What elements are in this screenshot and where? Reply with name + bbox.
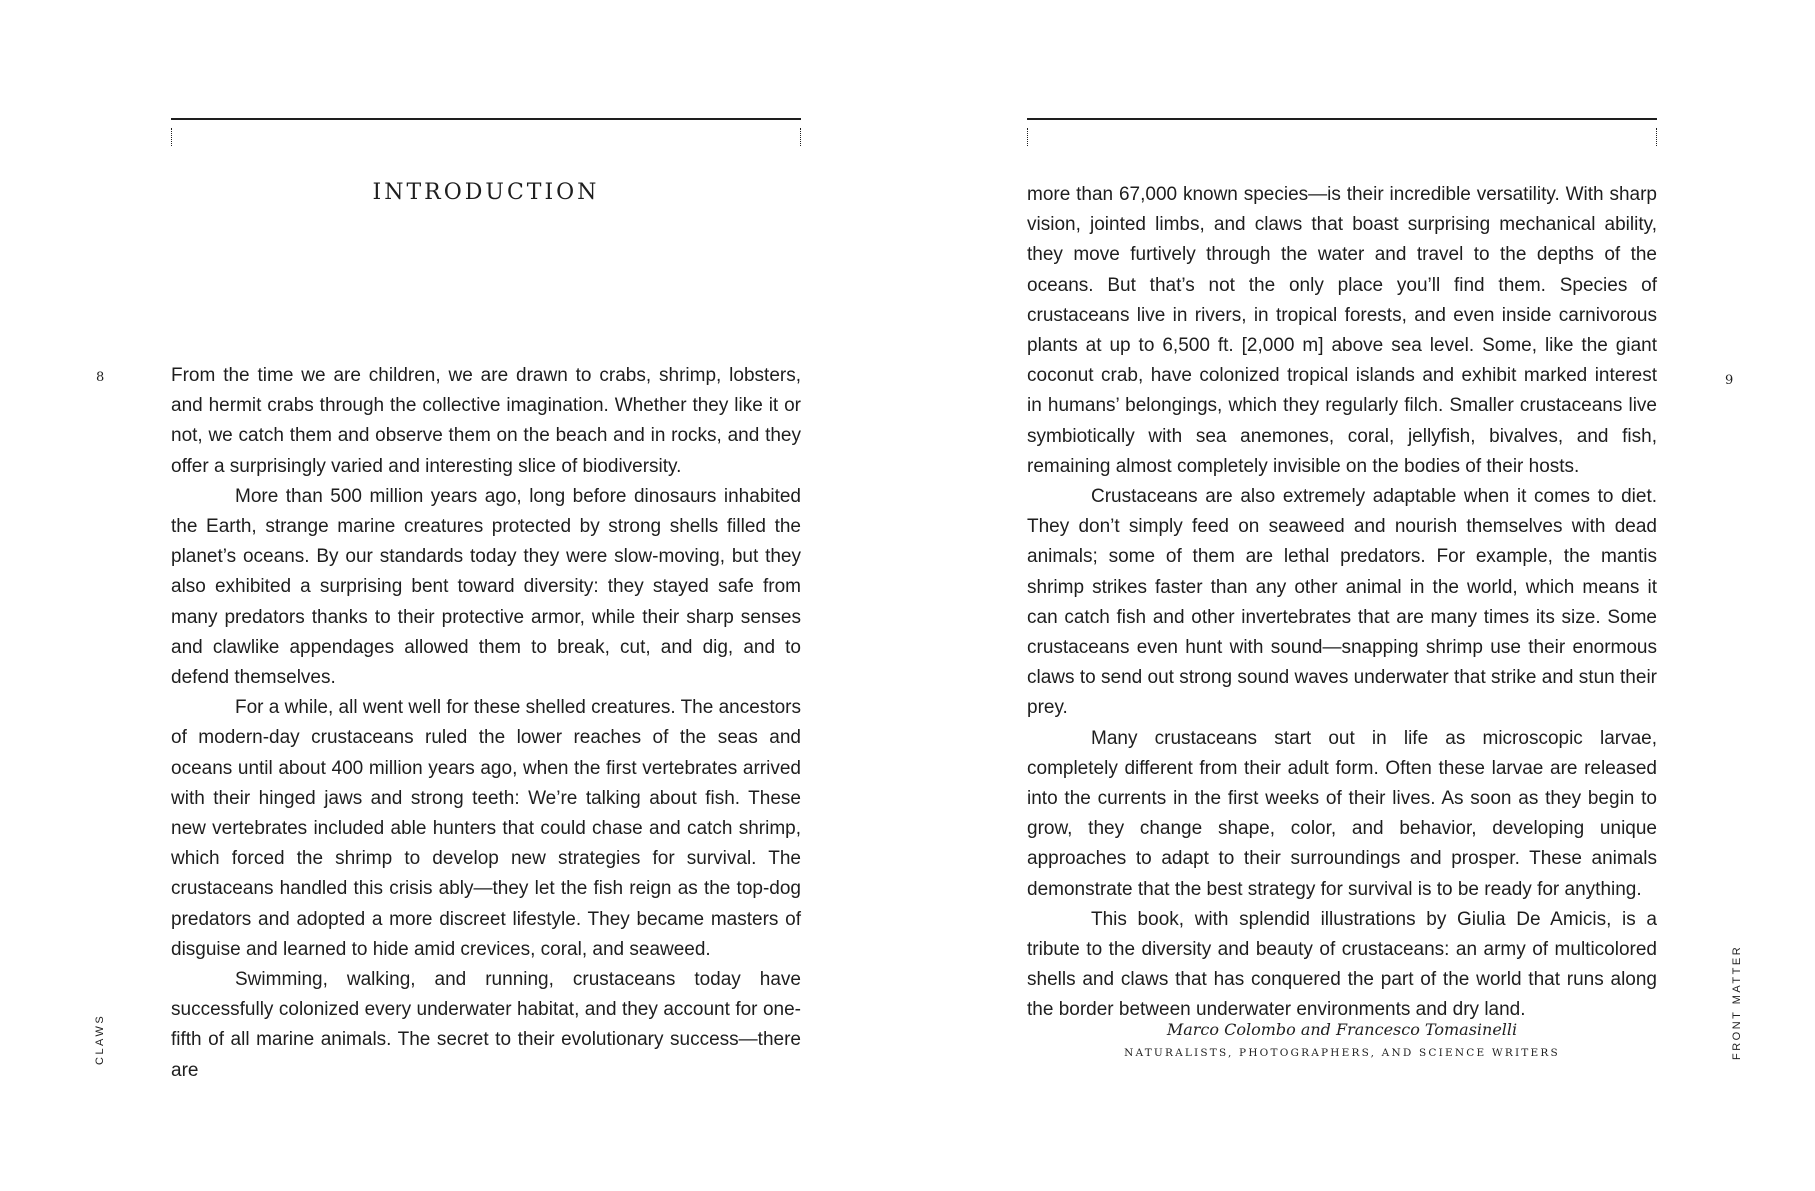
running-head: CLAWS: [94, 1013, 106, 1065]
paragraph: more than 67,000 known species—is their incredible versatility. With sharp vision, jointed limbs, and claws that boast surprising mechanical ability, they move furtively through the water and travel to the depths of the oceans. But that’s not the only place you’ll find them. Species of crustaceans live in rivers, in tropical forests, and even inside carnivorous plants at up to 6,500 ft. [2,000 m] above sea level. Some, like the giant coconut crab, have colonized tropical islands and exhibit marked interest in humans’ belongings, which they regularly filch. Smaller crustaceans live symbiotically with sea anemones, coral, jellyfish, bivalves, and fish, remaining almost completely invisible on the bodies of their hosts.: [1027, 184, 1657, 477]
body-text: [1027, 180, 1657, 1026]
right-page: [907, 0, 1815, 1191]
author-signature: [1027, 1020, 1657, 1059]
chapter-title: INTRODUCTION: [372, 180, 600, 205]
paragraph: For a while, all went well for these shelled creatures. The ancestors of modern-day crustaceans ruled the lower reaches of the seas and oceans until about 400 million years ago, when the first vertebrates arrived with their hinged jaws and strong teeth: We’re talking about fish. These new vertebrates included able hunters that could chase and catch shrimp, which forced the shrimp to develop new strategies for survival. The crustaceans handled this crisis ably—they let the fish reign as the top-dog predators and adopted a more discreet lifestyle. They became masters of disguise and learned to hide amid crevices, coral, and seaweed.: [171, 697, 801, 960]
author-title: NATURALISTS, PHOTOGRAPHERS, AND SCIENCE WRITERS: [1124, 1047, 1560, 1059]
running-head: FRONT MATTER: [1731, 944, 1743, 1060]
header-rule: [1027, 118, 1657, 152]
header-rule: [171, 118, 801, 152]
paragraph: More than 500 million years ago, long before dinosaurs inhabited the Earth, strange marine creatures protected by strong shells filled the planet’s oceans. By our standards today they were slow-moving, but they also exhibited a surprising bent toward diversity: they stayed safe from many predators thanks to their protective armor, while their sharp senses and clawlike appendages allowed them to break, cut, and dig, and to defend themselves.: [171, 485, 801, 689]
paragraph: From the time we are children, we are drawn to crabs, shrimp, lobsters, and hermit crabs through the collective imagination. Whether they like it or not, we catch them and observe them on the beach and in rocks, and they offer a surprisingly varied and interesting slice of biodiversity.: [171, 365, 801, 477]
body-text: [171, 361, 801, 1086]
paragraph: Crustaceans are also extremely adaptable when it comes to diet. They don’t simply feed on seaweed and nourish themselves with dead animals; some of them are lethal predators. For example, the mantis shrimp strikes faster than any other animal in the world, which means it can catch fish and other invertebrates that are many times its size. Some crustaceans even hunt with sound—snapping shrimp use their enormous claws to send out strong sound waves underwater that strike and stun their prey.: [1027, 486, 1657, 719]
page-number: 8: [96, 370, 105, 385]
page-number: 9: [1725, 373, 1734, 388]
paragraph: Many crustaceans start out in life as microscopic larvae, completely different from their adult form. Often these larvae are released into the currents in the first weeks of their lives. As soon as they begin to grow, they change shape, color, and behavior, developing unique approaches to adapt to their surroundings and prosper. These animals demonstrate that the best strategy for survival is to be ready for anything.: [1027, 727, 1657, 900]
paragraph: Swimming, walking, and running, crustaceans today have successfully colonized every underwater habitat, and they account for one-fifth of all marine animals. The secret to their evolutionary success—there are: [171, 969, 801, 1081]
author-names: Marco Colombo and Francesco Tomasinelli: [1166, 1020, 1518, 1039]
left-page: [0, 0, 907, 1191]
paragraph: This book, with splendid illustrations by Giulia De Amicis, is a tribute to the diversity and beauty of crustaceans: an army of multicolored shells and claws that has conquered the part of the world that runs along the border between underwater environments and dry land.: [1027, 908, 1657, 1021]
